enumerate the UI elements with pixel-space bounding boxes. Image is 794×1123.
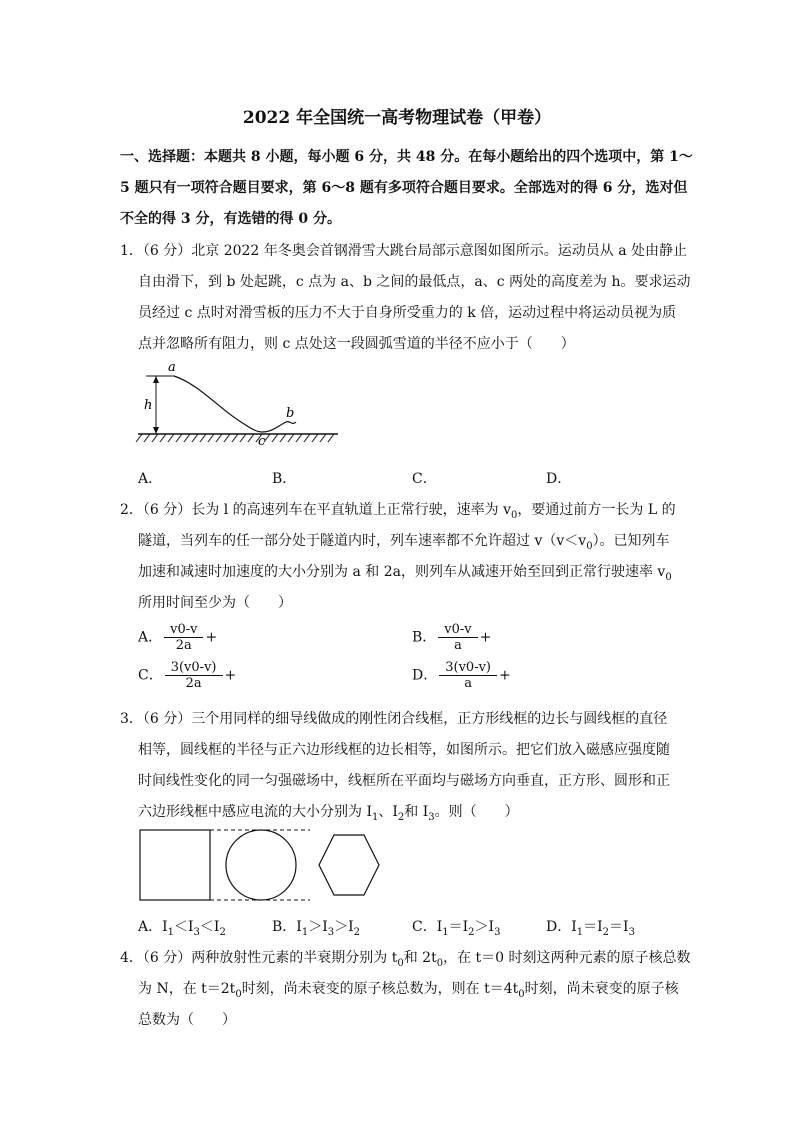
q3-line3: 时间线性变化的同一匀强磁场中，线框所在平面均与磁场方向垂直，正方形、圆形和正 [138,773,670,789]
q3-option-a[interactable]: A．$I_1<I_3<I_2$ [138,919,226,938]
q4-line2: 为 N，在 $t=2t_0$时刻，尚未衰变的原子核总数为，则在 $t=4t_0$时刻，尚未衰变的原子核 [138,981,679,1000]
q1-label-b: b [286,406,295,421]
q2-line3: 加速和减速时加速度的大小分别为 a 和 2a，则列车从减速开始至回到正常行驶速率 $v_0$ [138,564,672,583]
q1-ski-figure [138,362,348,452]
q3-frames-figure [138,828,384,904]
q2-option-b[interactable]: B． $\frac{v0-v}{a}$ + [412,622,492,653]
q2-line4: 所用时间至少为（ ） [138,595,292,611]
q4-line3: 总数为（ ） [138,1012,236,1028]
q1-label-a: a [168,360,176,375]
q2-option-c[interactable]: C． $\frac{3(v0-v)}{2a}$ + [138,660,237,691]
q1-line4: 点并忽略所有阻力，则 c 点处这一段圆弧雪道的半径不应小于（ ） [138,336,575,352]
section-header-line1: 一、选择题：本题共 8 小题，每小题 6 分，共 48 分。在每小题给出的四个选项中，第 1～ [120,149,693,165]
q2-option-a[interactable]: A． $\frac{v0-v}{2a}$ + [138,622,218,653]
section-header-line3: 不全的得 3 分，有选错的得 0 分。 [120,211,341,227]
q3-option-d[interactable]: D．$I_1=I_2=I_3$ [546,919,635,938]
page-title: 2022 年全国统一高考物理试卷（甲卷） [242,108,552,128]
q2-option-d[interactable]: D． $\frac{3(v0-v)}{a}$ + [412,660,511,691]
q1-label-h: h [144,398,153,413]
q1-option-b[interactable]: B． [272,471,297,487]
q2-line2: 隧道，当列车的任一部分处于隧道内时，列车速率都不允许超过 $v(v<v_0)$。已知列车 [138,533,670,552]
q1-line3: 员经过 c 点时对滑雪板的压力不大于自身所受重力的 k 倍，运动过程中将运动员视为质 [138,305,677,321]
q3-line2: 相等，圆线框的半径与正六边形线框的边长相等，如图所示。把它们放入磁感应强度随 [138,742,670,758]
q3-line1: 3．（6 分）三个用同样的细导线做成的刚性闭合线框，正方形线框的边长与圆线框的直径 [120,711,668,727]
q3-option-c[interactable]: C．$I_1=I_2>I_3$ [412,919,501,938]
q3-line4: 六边形线框中感应电流的大小分别为 $I_1$、$I_2$和 $I_3$。则（ ） [138,804,519,823]
q2-line1: 2．（6 分）长为 l 的高速列车在平直轨道上正常行驶，速率为 $v_0$，要通过前方一长为 L 的 [120,502,676,521]
q3-option-b[interactable]: B．$I_1>I_3>I_2$ [272,919,361,938]
q1-line1: 1．（6 分）北京 2022 年冬奥会首钢滑雪大跳台局部示意图如图所示。运动员从 a 处由静止 [120,243,688,259]
q4-line1: 4．（6 分）两种放射性元素的半衰期分别为 $t_0$和 $2t_0$，在 t＝0 时刻这两种元素的原子核总数 [120,950,691,969]
q1-line2: 自由滑下，到 b 处起跳，c 点为 a、b 之间的最低点，a、c 两处的高度差为 h。要求运动 [138,274,691,290]
q1-option-a[interactable]: A． [138,471,163,487]
q1-label-c: c [258,434,266,449]
q1-option-c[interactable]: C． [412,471,437,487]
section-header-line2: 5 题只有一项符合题目要求，第 6～8 题有多项符合题目要求。全部选对的得 6 分，选对但 [120,180,688,196]
q1-option-d[interactable]: D． [546,471,572,487]
